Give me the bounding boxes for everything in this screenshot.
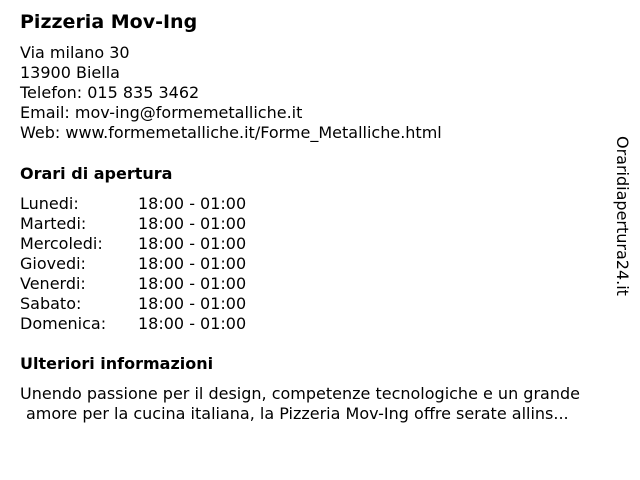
hours-row-wednesday [20,234,246,254]
address-city: 13900 Biella [20,63,120,82]
email-address: Email: mov-ing@formemetalliche.it [20,103,303,122]
address-street: Via milano 30 [20,43,130,62]
contact-details [20,43,442,143]
day-label: Mercoledi: [20,234,103,253]
time-range: 18:00 - 01:00 [138,214,247,233]
description-line: amore per la cucina italiana, la Pizzeria Mov-Ing offre serate allins... [26,404,569,423]
opening-hours-heading: Orari di apertura [20,164,173,183]
day-label: Lunedi: [20,194,79,213]
hours-row-friday [20,274,246,294]
watermark-text: Oraridiapertura24.it [613,136,632,296]
time-range: 18:00 - 01:00 [138,194,247,213]
more-info-heading: Ulteriori informazioni [20,354,214,373]
day-label: Martedi: [20,214,87,233]
day-label: Sabato: [20,294,82,313]
hours-row-sunday [20,314,246,334]
site-watermark [611,136,635,312]
time-range: 18:00 - 01:00 [138,274,247,293]
time-range: 18:00 - 01:00 [138,234,247,253]
hours-row-tuesday [20,214,246,234]
phone-number: Telefon: 015 835 3462 [20,83,200,102]
time-range: 18:00 - 01:00 [138,294,247,313]
opening-hours-list [20,194,246,334]
time-range: 18:00 - 01:00 [138,314,247,333]
website-url: Web: www.formemetalliche.it/Forme_Metalliche.html [20,123,442,142]
hours-row-saturday [20,294,246,314]
day-label: Domenica: [20,314,107,333]
time-range: 18:00 - 01:00 [138,254,247,273]
business-description [20,384,630,424]
description-line: Unendo passione per il design, competenze tecnologiche e un grande [20,384,580,403]
day-label: Giovedi: [20,254,86,273]
hours-row-thursday [20,254,246,274]
day-label: Venerdi: [20,274,86,293]
business-name: Pizzeria Mov-Ing [20,11,198,33]
hours-row-monday [20,194,246,214]
